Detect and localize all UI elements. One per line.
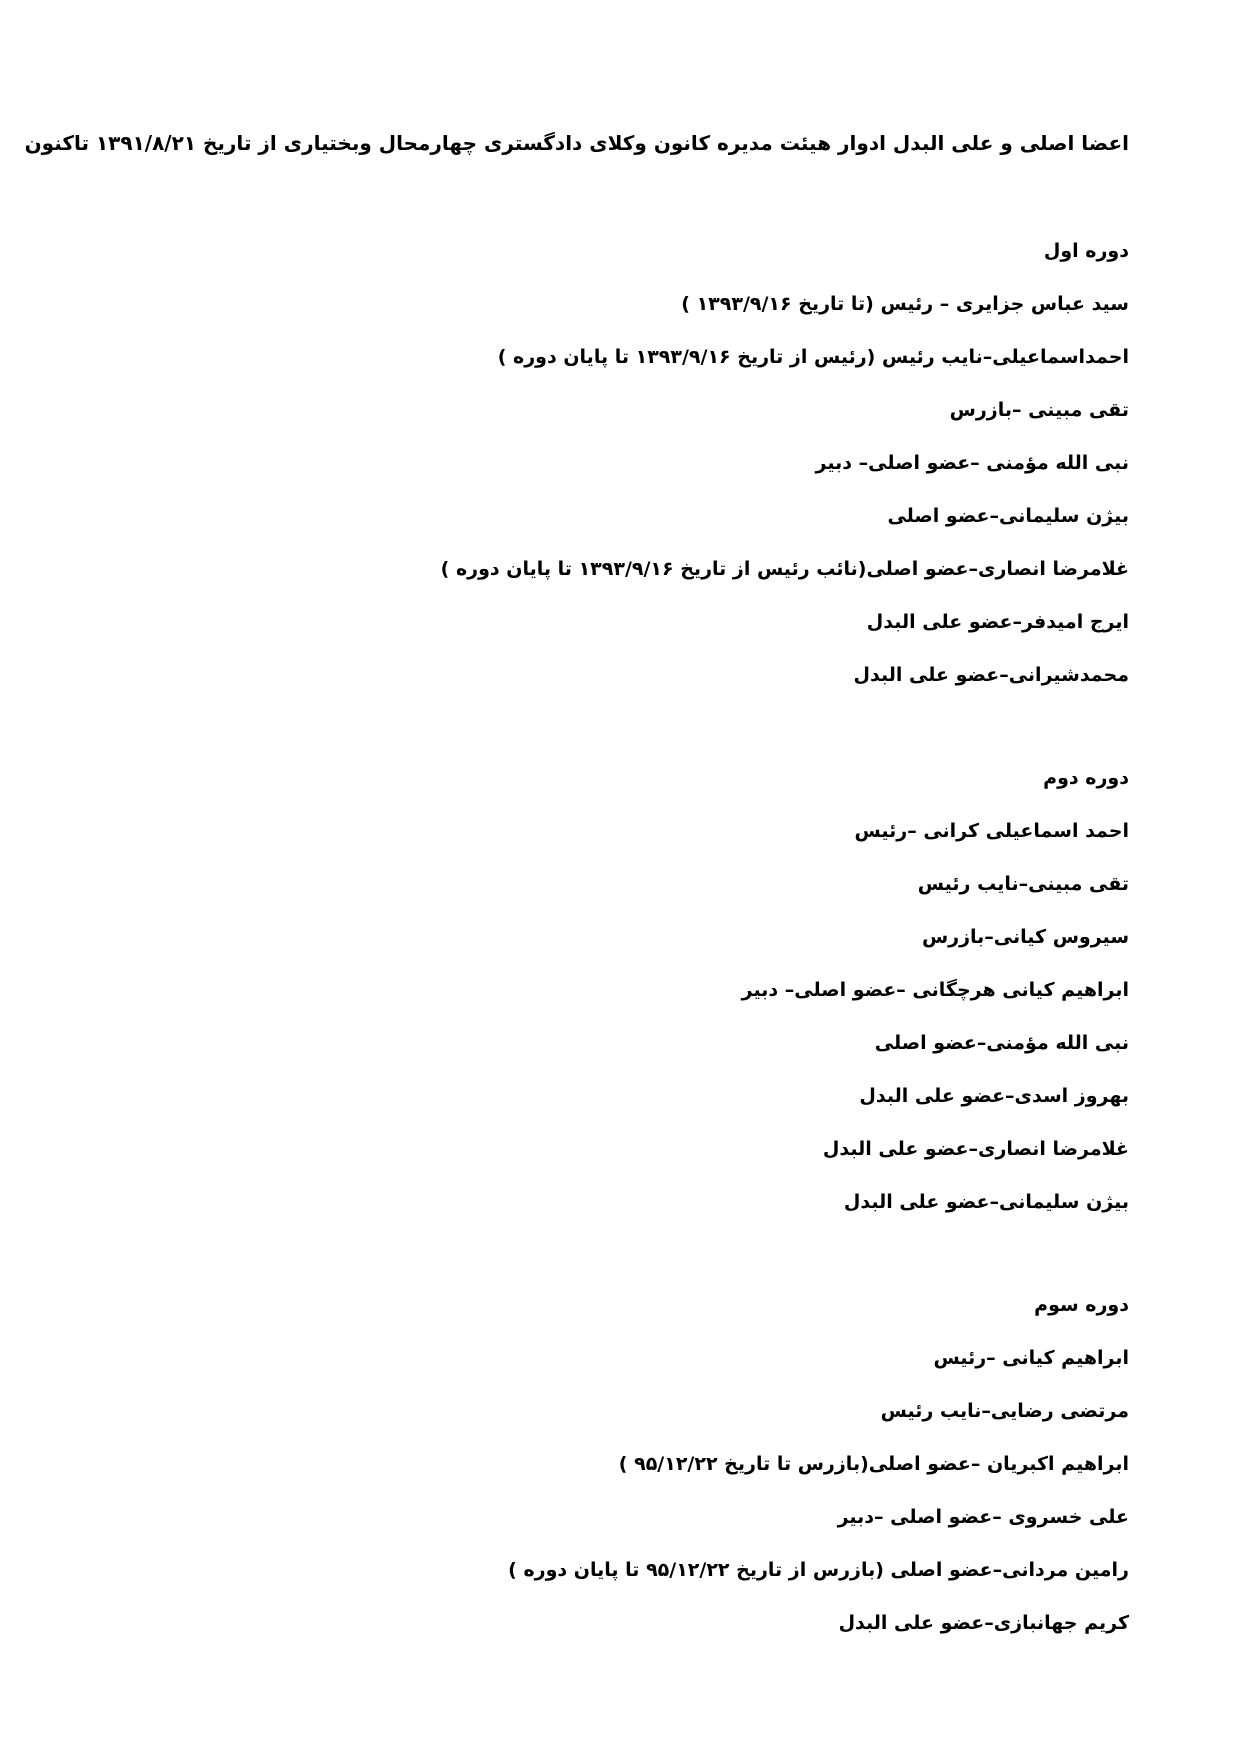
member-line: سیروس کیانی–بازرس xyxy=(921,926,1129,948)
member-line: محمدشیرانی–عضو علی البدل xyxy=(853,664,1129,686)
member-line: بیژن سلیمانی–عضو اصلی xyxy=(887,505,1129,527)
member-line: تقی مبینی–نایب رئیس xyxy=(917,873,1129,895)
period-section-2 xyxy=(129,763,1129,1240)
member-line: تقی مبینی –بازرس xyxy=(949,399,1129,421)
member-line: ایرج امیدفر–عضو علی البدل xyxy=(866,611,1129,633)
member-line: ابراهیم کیانی –رئیس xyxy=(933,1347,1129,1369)
member-line: احمد اسماعیلی کرانی –رئیس xyxy=(854,820,1129,842)
member-line: احمداسماعیلی–نایب رئیس (رئیس از تاریخ ۱۳۹۳/۹/۱۶ تا پایان دوره ) xyxy=(497,346,1129,368)
member-line: کریم جهانبازی–عضو علی البدل xyxy=(838,1612,1129,1634)
period-heading: دوره اول xyxy=(1043,240,1129,262)
period-section-3 xyxy=(129,1290,1129,1661)
period-heading: دوره سوم xyxy=(1034,1294,1129,1316)
member-line: علی خسروی –عضو اصلی –دبیر xyxy=(837,1506,1129,1528)
member-line: ابراهیم اکبریان –عضو اصلی(بازرس تا تاریخ ۹۵/۱۲/۲۲ ) xyxy=(618,1453,1129,1475)
member-line: ابراهیم کیانی هرچگانی –عضو اصلی– دبیر xyxy=(741,979,1129,1001)
member-line: نبی الله مؤمنی –عضو اصلی– دبیر xyxy=(815,452,1129,474)
document-title: اعضا اصلی و علی البدل ادوار هیئت مدیره کانون وکلای دادگستری چهارمحال وبختیاری از تاریخ ۱۳۹۱/۸/۲۱ تاکنون xyxy=(24,131,1129,155)
member-line: رامین مردانی–عضو اصلی (بازرس از تاریخ ۹۵/۱۲/۲۲ تا پایان دوره ) xyxy=(508,1559,1129,1581)
member-line: سید عباس جزایری – رئیس (تا تاریخ ۱۳۹۳/۹/۱۶ ) xyxy=(681,293,1129,315)
member-line: غلامرضا انصاری–عضو اصلی(نائب رئیس از تاریخ ۱۳۹۳/۹/۱۶ تا پایان دوره ) xyxy=(440,558,1129,580)
member-line: نبی الله مؤمنی–عضو اصلی xyxy=(874,1032,1129,1054)
member-line: مرتضی رضایی–نایب رئیس xyxy=(880,1400,1129,1422)
member-line: غلامرضا انصاری–عضو علی البدل xyxy=(822,1138,1129,1160)
member-line: بیژن سلیمانی–عضو علی البدل xyxy=(843,1191,1129,1213)
period-heading: دوره دوم xyxy=(1043,767,1129,789)
member-line: بهروز اسدی–عضو علی البدل xyxy=(859,1085,1129,1107)
period-section-1 xyxy=(129,236,1129,713)
